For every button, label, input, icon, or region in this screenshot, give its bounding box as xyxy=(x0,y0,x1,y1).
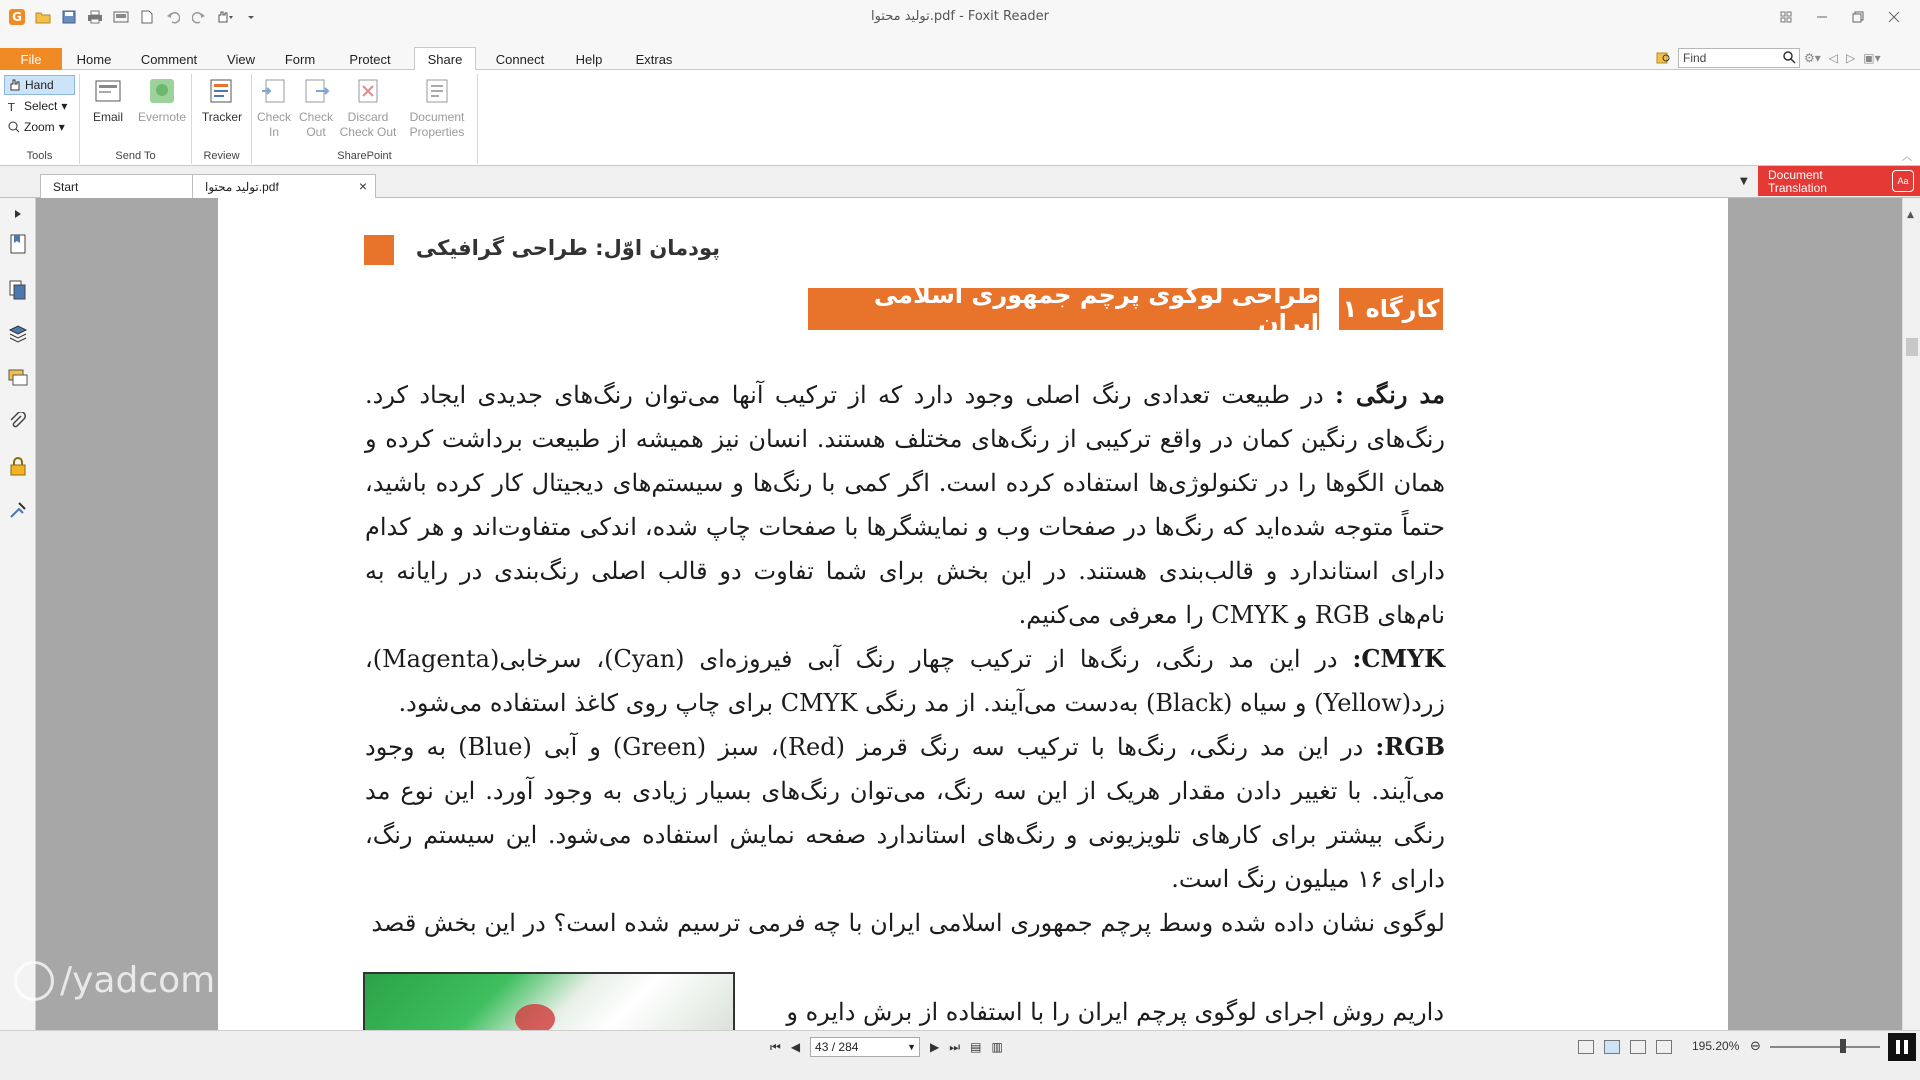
bookmarks-icon[interactable] xyxy=(8,234,28,254)
page-number-input[interactable] xyxy=(810,1037,920,1057)
translate-icon: Aa xyxy=(1892,170,1914,192)
last-page-icon[interactable]: ⏭ xyxy=(949,1039,961,1054)
close-window-icon[interactable] xyxy=(1876,4,1912,30)
tab-form[interactable]: Form xyxy=(284,51,316,67)
workshop-title: طراحی لوگوی پرچم جمهوری اسلامی ایران xyxy=(808,288,1319,330)
bookmark-icon[interactable]: ▣▾ xyxy=(1863,51,1881,65)
discard-check-out-button[interactable] xyxy=(338,76,398,140)
zoom-level[interactable]: 195.20% xyxy=(1692,1039,1740,1053)
hand-icon xyxy=(9,79,21,91)
term-cmyk: CMYK: xyxy=(1352,644,1445,673)
watermark-text: /yadcom10 xyxy=(60,960,262,1001)
select-tool[interactable]: T Select ▾ xyxy=(8,99,68,113)
docprops-label-1: Document xyxy=(409,110,465,124)
ribbon-panel xyxy=(0,70,1920,166)
tab-help[interactable]: Help xyxy=(575,51,603,67)
check-out-button[interactable] xyxy=(294,76,338,140)
select-label: Select xyxy=(24,99,58,113)
layers-icon[interactable] xyxy=(8,324,28,344)
find-options xyxy=(1804,48,1881,68)
zoom-icon xyxy=(8,121,20,133)
group-label-tools: Tools xyxy=(26,150,53,162)
tracker-icon xyxy=(207,76,237,106)
discard-label-2: Check Out xyxy=(339,125,397,139)
comments-icon[interactable] xyxy=(8,368,28,388)
discard-icon xyxy=(353,76,383,106)
zoom-slider-handle[interactable] xyxy=(1840,1039,1846,1053)
body-text xyxy=(365,373,1445,945)
window-controls xyxy=(1768,4,1912,30)
scroll-up-icon[interactable]: ▲ xyxy=(1907,210,1914,220)
continuous-facing-view-icon[interactable] xyxy=(1656,1040,1672,1054)
group-label-review: Review xyxy=(203,150,240,162)
check-in-icon xyxy=(259,76,289,106)
next-page-icon[interactable]: ▶ xyxy=(930,1040,940,1054)
watermark-logo-icon xyxy=(14,961,54,1001)
tab-list-dropdown-icon[interactable]: ▼ xyxy=(1740,176,1748,187)
term-rgb: RGB: xyxy=(1375,732,1446,761)
workshop-number: کارگاه ۱ xyxy=(1339,288,1443,330)
tracker-label: Tracker xyxy=(201,110,243,124)
document-tabs xyxy=(0,166,1920,198)
docprops-label-2: Properties xyxy=(409,125,465,139)
tab-start[interactable] xyxy=(40,174,194,198)
evernote-button[interactable] xyxy=(134,76,190,125)
hand-tool[interactable] xyxy=(4,75,75,95)
module-title: پودمان اوّل: طراحی گرافیکی xyxy=(415,236,720,260)
minimize-icon[interactable] xyxy=(1804,4,1840,30)
tab-document-label: تولید محتوا.pdf xyxy=(205,179,279,194)
signatures-icon[interactable] xyxy=(8,500,28,520)
cmyk-text: در این مد رنگی، رنگ‌ها از ترکیب چهار رنگ آبی فیروزه‌ای (Cyan)، سرخابی(Magenta)، زرد(Yellow) و سیاه (Black) به‌دست می‌آیند. از مد رنگی CMYK برای چاپ روی کاغذ استفاده می‌شود. xyxy=(365,645,1445,717)
view-next-icon[interactable]: ▥ xyxy=(991,1040,1003,1054)
facing-view-icon[interactable] xyxy=(1630,1040,1646,1054)
group-tools xyxy=(0,74,80,164)
security-lock-icon[interactable] xyxy=(8,456,28,476)
check-in-button[interactable] xyxy=(252,76,296,140)
paragraph-rgb xyxy=(365,725,1445,901)
svg-text:T: T xyxy=(8,101,15,112)
check-out-label-1: Check xyxy=(298,110,333,124)
discard-label-1: Discard xyxy=(347,110,389,124)
navigation-panel xyxy=(0,198,36,1030)
group-sharepoint xyxy=(252,74,478,164)
flag-emblem xyxy=(515,1004,555,1030)
email-label: Email xyxy=(92,110,123,124)
gear-icon[interactable]: ⚙▾ xyxy=(1804,51,1821,65)
vertical-scrollbar[interactable] xyxy=(1902,198,1920,1030)
zoom-out-icon[interactable]: ⊖ xyxy=(1750,1039,1761,1054)
check-in-label-2: In xyxy=(268,125,279,139)
find-settings-icon[interactable] xyxy=(1656,50,1672,69)
tracker-button[interactable] xyxy=(198,76,246,125)
status-bar xyxy=(0,1030,1920,1080)
restore-icon[interactable] xyxy=(1840,4,1876,30)
page-indicator: 43 / 284 xyxy=(815,1040,859,1054)
next-result-icon[interactable]: ▷ xyxy=(1846,51,1856,65)
title-bar xyxy=(0,0,1920,34)
previous-page-icon[interactable]: ◀ xyxy=(790,1040,801,1054)
rgb-text: در این مد رنگی، رنگ‌ها با ترکیب سه رنگ قرمز (Red)، سبز (Green) و آبی (Blue) به وجود می‌آیند. با تغییر دادن مقدار هریک از این سه رنگ، می‌توان رنگ‌های بسیار زیادی به وجود آورد. این نوع مد رنگی بیشتر برای کارهای تلویزیونی و رنگ‌های استاندارد صفحه نمایش استفاده می‌شود. این سیستم رنگ، دارای ۱۶ میلیون رنگ است. xyxy=(365,733,1445,893)
workshop-banner xyxy=(808,281,1443,337)
document-viewer[interactable] xyxy=(36,198,1910,1030)
document-translation-button[interactable] xyxy=(1758,166,1920,196)
color-mode-text: در طبیعت تعدادی رنگ اصلی وجود دارد که از ترکیب آنها می‌توان رنگ‌های جدیدی ایجاد کرد. رنگ‌های رنگین کمان در واقع ترکیبی از رنگ‌های مختلف هستند. انسان نیز همیشه از طبیعت برداشت کرده و همان الگوها را در تکنولوژی‌ها استفاده کرده است. اگر کمی با رنگ‌ها و سیستم‌های دیجیتال کار کرده باشید، حتماً متوجه شده‌اید که رنگ‌ها در صفحات وب و نمایشگرها با صفحات چاپ شده، اندکی متفاوت‌اند و هر کدام دارای استاندارد و قالب‌بندی هستند. در این بخش برای شما تفاوت دو قالب اصلی رنگ‌بندی در رایانه به نام‌های RGB و CMYK را معرفی می‌کنیم. xyxy=(365,381,1445,629)
email-icon xyxy=(93,76,123,106)
paragraph-logo: لوگوی نشان داده شده وسط پرچم جمهوری اسلامی ایران با چه فرمی ترسیم شده است؟ در این بخش قصد xyxy=(371,909,1445,937)
tab-home[interactable]: Home xyxy=(76,51,112,67)
tab-comment[interactable]: Comment xyxy=(140,51,198,67)
check-in-label-1: Check xyxy=(256,110,291,124)
document-properties-icon xyxy=(422,76,452,106)
continuous-view-icon[interactable] xyxy=(1604,1040,1620,1054)
tab-extras[interactable]: Extras xyxy=(635,51,673,67)
hand-label: Hand xyxy=(25,78,54,92)
pages-icon[interactable] xyxy=(8,280,28,300)
search-icon[interactable] xyxy=(1782,50,1796,67)
scroll-thumb[interactable] xyxy=(1906,338,1918,356)
view-modes xyxy=(1578,1040,1672,1054)
zoom-slider[interactable] xyxy=(1770,1046,1880,1048)
tab-protect[interactable]: Protect xyxy=(349,51,391,67)
iran-flag-image xyxy=(363,972,735,1030)
prev-result-icon[interactable]: ◁ xyxy=(1828,51,1839,65)
watermark xyxy=(14,960,261,1001)
tab-share[interactable]: Share xyxy=(414,47,476,71)
paragraph-cmyk xyxy=(365,637,1445,725)
app-logo-icon[interactable]: G xyxy=(6,6,28,28)
first-page-icon[interactable]: ⏮ xyxy=(770,1039,781,1054)
pause-icon[interactable] xyxy=(1888,1033,1916,1061)
group-send-to xyxy=(80,74,192,164)
pdf-page xyxy=(218,198,1728,1030)
email-button[interactable] xyxy=(86,76,130,125)
find-input[interactable]: Find xyxy=(1678,48,1800,68)
attachments-icon[interactable] xyxy=(8,412,28,432)
collapse-ribbon-icon[interactable]: ︿ xyxy=(1902,152,1912,163)
doc-translation-line1: Document xyxy=(1768,168,1823,182)
tab-view[interactable]: View xyxy=(227,51,255,67)
check-out-label-2: Out xyxy=(306,125,326,139)
flag-caption: داریم روش اجرای لوگوی پرچم ایران را با استفاده از برش دایره و xyxy=(786,998,1444,1026)
group-label-sharepoint: SharePoint xyxy=(337,150,392,162)
group-label-send-to: Send To xyxy=(115,150,156,162)
doc-translation-line2: Translation xyxy=(1768,181,1827,195)
paragraph-color-mode xyxy=(365,373,1445,637)
tab-document[interactable] xyxy=(192,174,376,198)
tab-start-label: Start xyxy=(53,179,79,194)
evernote-icon xyxy=(147,76,177,106)
zoom-tool[interactable]: Zoom ▾ xyxy=(4,117,75,137)
close-tab-icon[interactable]: × xyxy=(358,178,367,194)
check-out-icon xyxy=(301,76,331,106)
module-marker xyxy=(364,235,394,265)
group-review xyxy=(192,74,252,164)
tab-connect[interactable]: Connect xyxy=(495,51,545,67)
document-properties-button[interactable] xyxy=(404,76,470,140)
view-history-icon[interactable]: ▤ xyxy=(970,1040,982,1054)
window-title: تولید محتوا.pdf - Foxit Reader xyxy=(870,9,1050,24)
zoom-label: Zoom xyxy=(24,120,55,134)
term-color-mode: مد رنگی : xyxy=(1334,380,1445,409)
evernote-label: Evernote xyxy=(137,110,187,124)
single-page-view-icon[interactable] xyxy=(1578,1040,1594,1054)
select-text-icon xyxy=(8,100,20,112)
page-navigation xyxy=(770,1037,1003,1057)
layout-icon[interactable] xyxy=(1768,4,1804,30)
page-dropdown-icon[interactable]: ▼ xyxy=(907,1042,917,1052)
ribbon-tabs xyxy=(0,34,1920,70)
expand-panel-icon[interactable] xyxy=(8,204,28,224)
tab-file[interactable]: File xyxy=(0,48,62,70)
